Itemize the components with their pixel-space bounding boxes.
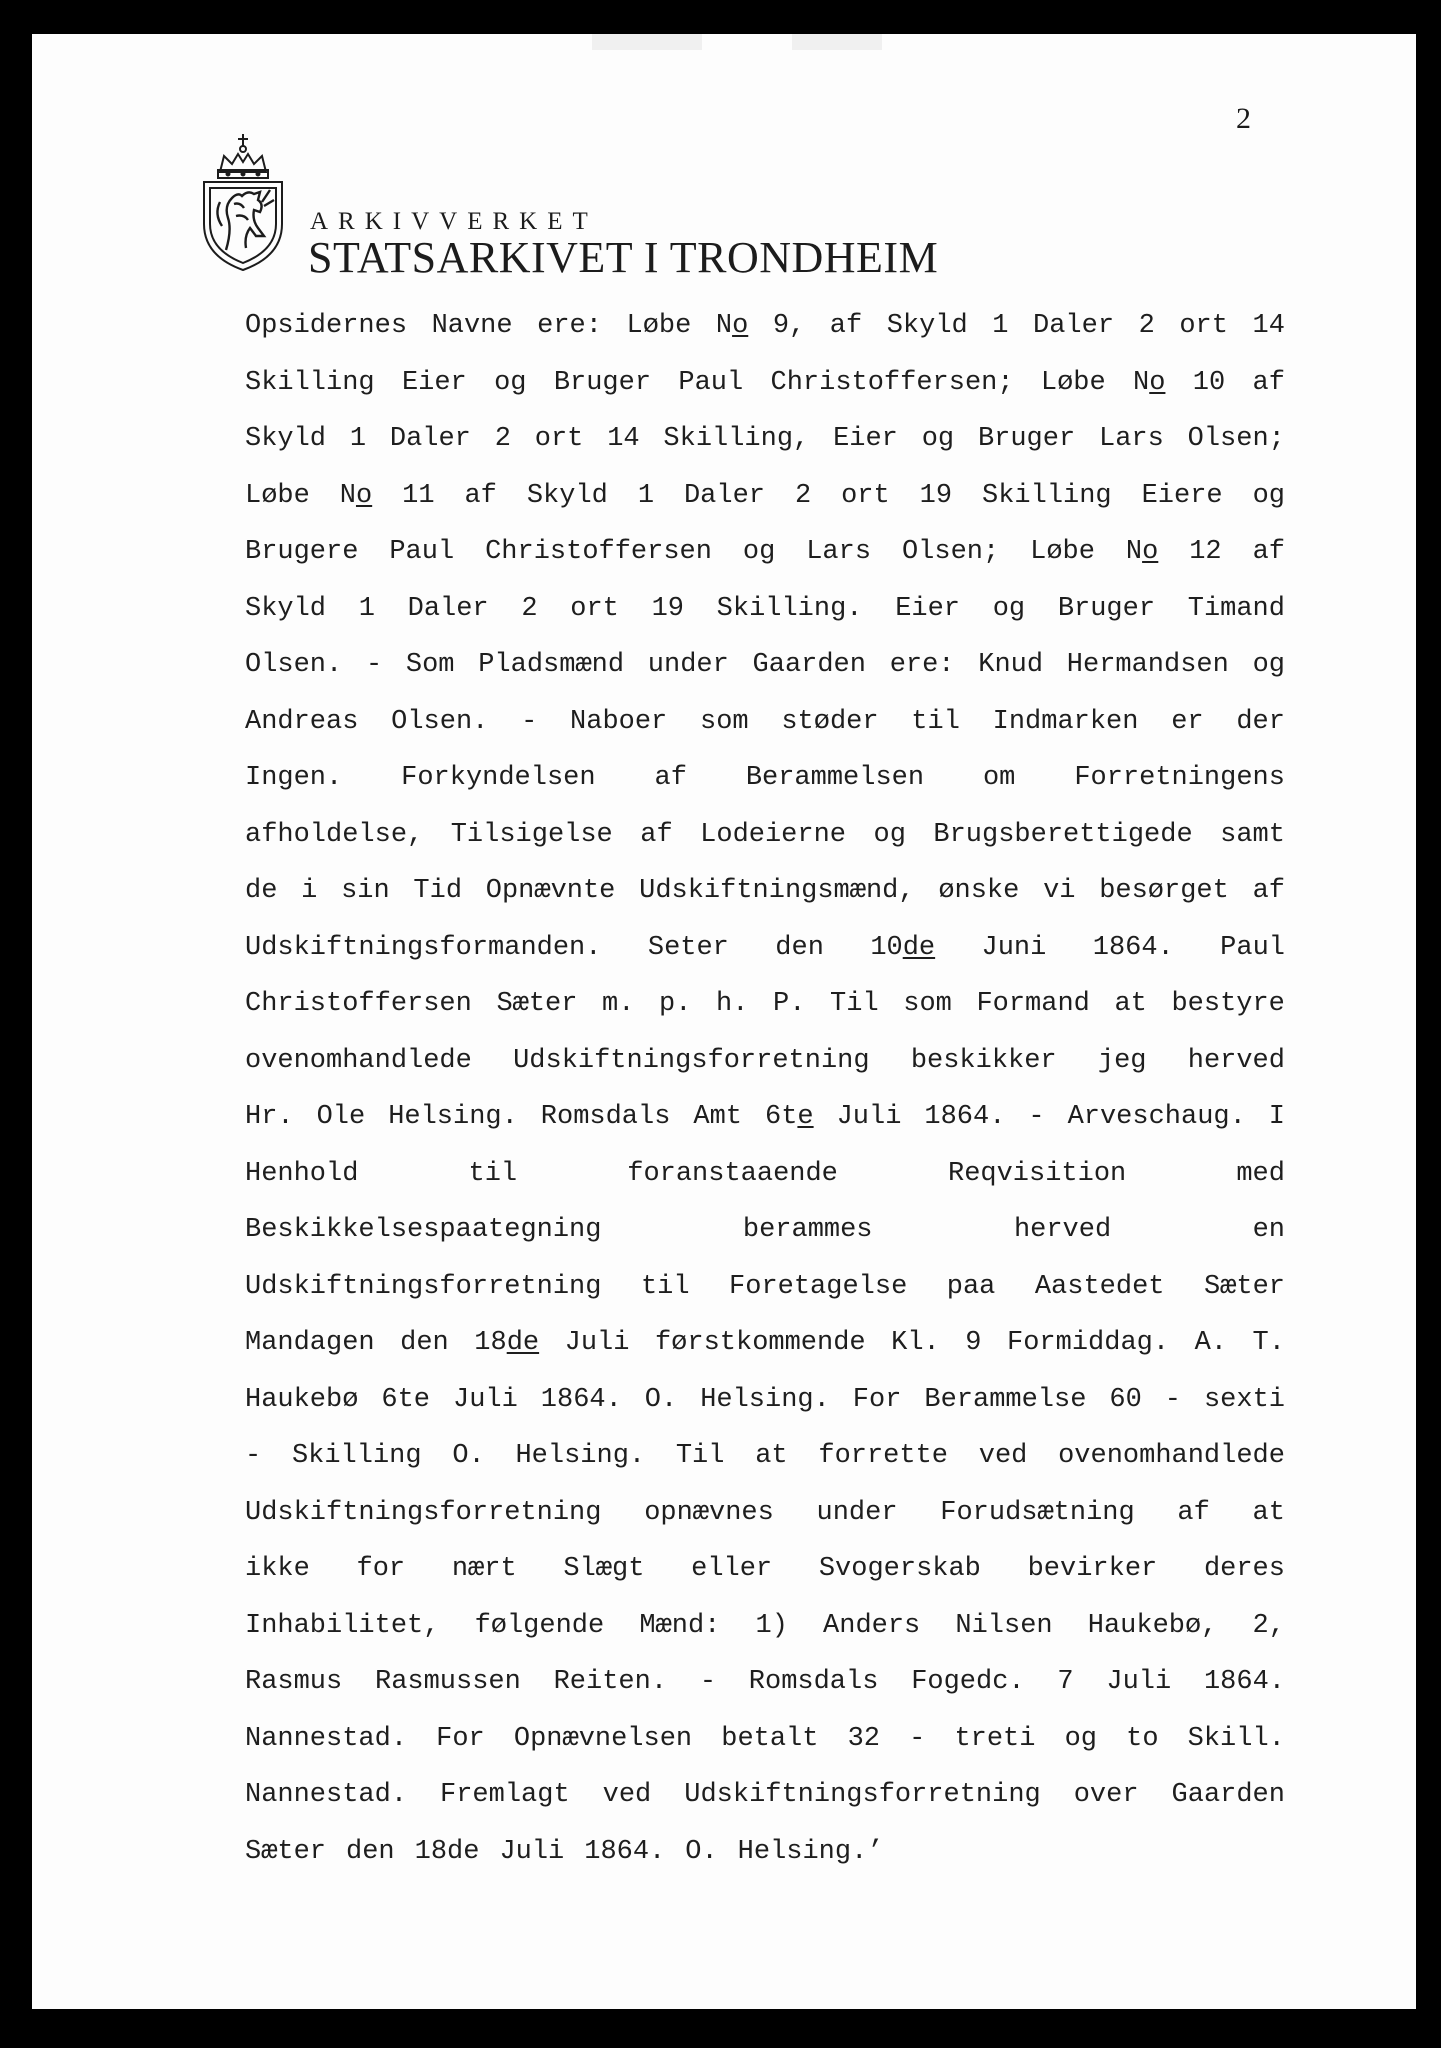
word: Ole (316, 1102, 366, 1132)
word: Opnævnelsen (513, 1723, 693, 1754)
text-line (245, 1428, 1285, 1485)
word: O. (685, 1836, 718, 1867)
text-line (245, 807, 1285, 864)
archive-name-line-2: STATSARKIVET I TRONDHEIM (308, 233, 939, 282)
word: Udskiftningsmænd, (639, 876, 915, 906)
word: Skilling (291, 1441, 422, 1471)
word: Sæter (245, 1836, 327, 1867)
word: Nannestad. (245, 1723, 408, 1754)
word: der (1236, 706, 1285, 737)
word: Beskikkelsespaategning (245, 1215, 602, 1245)
word: at (1252, 1497, 1285, 1528)
word: 18de (474, 1328, 540, 1358)
word: af (464, 480, 497, 511)
word: No (1125, 537, 1159, 567)
word: 9 (965, 1328, 982, 1358)
word: 11 (402, 480, 435, 511)
word: - (1164, 1384, 1181, 1415)
word: eller (691, 1554, 773, 1584)
word: besørget (1099, 876, 1229, 906)
word: deres (1203, 1554, 1285, 1584)
text-line (245, 1767, 1285, 1824)
bleed-through-mark (792, 34, 882, 50)
word: Lars (806, 537, 872, 567)
word: Reiten. (553, 1667, 668, 1697)
word: T. (1252, 1328, 1285, 1358)
word: at (755, 1441, 788, 1471)
word: Juli (499, 1836, 565, 1867)
word: 1 (637, 480, 655, 511)
word: P. (773, 989, 806, 1019)
word: af (1252, 537, 1285, 567)
word: under (816, 1497, 898, 1528)
word: Anders (823, 1610, 921, 1641)
word: ort (570, 593, 619, 624)
word: sexti (1203, 1384, 1285, 1415)
word: Lodeierne (700, 819, 846, 850)
word: den (346, 1836, 395, 1867)
word: Sæter (1203, 1271, 1285, 1302)
word: 60 (1109, 1384, 1142, 1415)
word: Indmarken (992, 706, 1139, 737)
word: A. (1194, 1328, 1227, 1358)
word: 32 (847, 1723, 880, 1754)
word: Helsing.’ (737, 1836, 884, 1867)
word: af (829, 311, 863, 341)
word: Juli (836, 1102, 902, 1132)
text-line (245, 1259, 1285, 1316)
word: for (356, 1554, 406, 1584)
word: Skyld (245, 424, 327, 454)
text-line (245, 1824, 1285, 1881)
word: - (365, 650, 383, 680)
text-line (245, 411, 1285, 468)
word: Timand (1187, 593, 1285, 624)
word: Hermandsen (1066, 650, 1229, 680)
word: Eier (401, 367, 467, 398)
word: om (982, 763, 1016, 793)
word: For (852, 1384, 902, 1415)
word: 1 (358, 593, 375, 624)
word: og (1064, 1723, 1097, 1754)
word: herved (1187, 1045, 1285, 1076)
word: med (1236, 1158, 1285, 1189)
text-line (245, 750, 1285, 807)
word: 6te (381, 1384, 431, 1415)
word: den (400, 1328, 449, 1358)
word: ere: (889, 650, 955, 680)
word: Henhold (245, 1158, 359, 1189)
word: Eiere (1141, 480, 1223, 511)
word: Reqvisition (948, 1158, 1127, 1189)
word: 2 (521, 593, 538, 624)
word: Paul (389, 537, 455, 567)
word: Romsdals (540, 1102, 671, 1132)
word: Slægt (563, 1554, 645, 1584)
word: Olsen. (391, 706, 489, 737)
bleed-through-mark (592, 34, 702, 50)
word: O. (644, 1384, 678, 1415)
text-line (245, 1485, 1285, 1542)
word: O. (452, 1441, 485, 1471)
word: Olsen; (1187, 424, 1285, 454)
word: Skilling. (716, 593, 863, 624)
word: - (1028, 1102, 1045, 1132)
word: Haukebø, (1087, 1610, 1218, 1641)
word: i (301, 876, 318, 906)
word: Olsen; (901, 537, 1000, 567)
word: den (775, 932, 824, 963)
word: treti (954, 1723, 1036, 1754)
document-page (32, 34, 1416, 2009)
text-line (245, 1315, 1285, 1372)
word: herved (1013, 1215, 1112, 1245)
word: Gaarden (1171, 1780, 1285, 1810)
word: 7 (1057, 1667, 1074, 1697)
text-line (245, 1654, 1285, 1711)
word: Hr. (245, 1102, 294, 1132)
word: bestyre (1171, 989, 1285, 1019)
word: Christoffersen; (770, 367, 1014, 398)
word: Helsing. (388, 1102, 518, 1132)
text-line (245, 524, 1285, 581)
text-line (245, 1372, 1285, 1429)
word: nært (451, 1554, 517, 1584)
word: - (699, 1667, 717, 1697)
word: Skyld (526, 480, 608, 511)
word: under (647, 650, 729, 680)
word: Udskiftningsforretning (245, 1497, 602, 1528)
word: betalt (721, 1723, 819, 1754)
word: Udskiftningsforretning (684, 1780, 1041, 1810)
word: er (1171, 706, 1204, 737)
word: og (873, 819, 906, 850)
word: af (654, 763, 687, 793)
word: 19 (919, 480, 953, 511)
word: Løbe (1040, 367, 1106, 398)
word: jeg (1097, 1045, 1147, 1076)
word: 2 (1138, 311, 1155, 341)
word: 1864. (540, 1384, 622, 1415)
word: h. (716, 989, 749, 1019)
text-line (245, 1089, 1285, 1146)
text-line (245, 976, 1285, 1033)
word: berammes (742, 1215, 873, 1245)
word: Inhabilitet, (245, 1610, 440, 1641)
word: af (640, 819, 673, 850)
word: Løbe (626, 311, 692, 341)
word: For (436, 1723, 485, 1754)
word: p. (659, 989, 692, 1019)
word: Knud (978, 650, 1044, 680)
word: 14 (1252, 311, 1285, 341)
text-line (245, 1541, 1285, 1598)
word: No (715, 311, 749, 341)
word: paa (946, 1271, 996, 1302)
word: Helsing. (700, 1384, 830, 1415)
word: Ingen. (245, 763, 343, 793)
word: Seter (647, 932, 729, 963)
word: No (1133, 367, 1166, 398)
word: 1 (349, 424, 367, 454)
word: til (911, 706, 960, 737)
coat-of-arms-icon (198, 132, 288, 272)
word: af (1252, 367, 1285, 398)
word: Helsing. (515, 1441, 646, 1471)
word: Eier (833, 424, 898, 454)
text-line (245, 468, 1285, 525)
word: Daler (389, 424, 471, 454)
word: Rasmus (245, 1667, 343, 1697)
word: Foretagelse (729, 1271, 908, 1302)
word: Forretningens (1074, 763, 1285, 793)
word: Juni (981, 932, 1047, 963)
word: Pladsmænd (478, 650, 625, 680)
word: beskikker (910, 1045, 1057, 1076)
word: til (468, 1158, 518, 1189)
word: til (640, 1271, 690, 1302)
word: m. (602, 989, 635, 1019)
word: samt (1220, 819, 1285, 850)
text-line (245, 355, 1285, 412)
word: foranstaaende (627, 1158, 838, 1189)
text-line (245, 1711, 1285, 1768)
word: Brugere (245, 537, 359, 567)
word: 1864. (924, 1102, 1006, 1132)
word: Forkyndelsen (401, 763, 596, 793)
word: ovenomhandlede (1058, 1441, 1285, 1471)
text-line (245, 920, 1285, 977)
word: Opnævnte (485, 876, 616, 906)
word: Til (675, 1441, 725, 1471)
word: som (903, 989, 952, 1019)
word: over (1073, 1780, 1139, 1810)
text-line (245, 863, 1285, 920)
word: Tilsigelse (450, 819, 613, 850)
word: 1864. (1203, 1667, 1285, 1697)
word: Paul (678, 367, 744, 398)
word: Olsen. (245, 650, 343, 680)
text-line (245, 298, 1285, 355)
word: Aastedet (1034, 1271, 1165, 1302)
word: Bruger (553, 367, 652, 398)
text-line (245, 581, 1285, 638)
word: og (1252, 650, 1285, 680)
page-number: 2 (1236, 102, 1251, 135)
word: 6te (765, 1102, 814, 1132)
word: Skill. (1187, 1723, 1285, 1754)
word: - (909, 1723, 926, 1754)
word: Daler (683, 480, 765, 511)
word: 19 (651, 593, 684, 624)
word: Bruger (977, 424, 1076, 454)
word: Tid (413, 876, 463, 906)
word: - (521, 706, 538, 737)
archive-name-line-1: ARKIVVERKET (310, 208, 598, 235)
word: og (742, 537, 776, 567)
word: ort (841, 480, 890, 511)
word: ere: (537, 311, 602, 341)
word: 10de (870, 932, 936, 963)
word: Juli (453, 1384, 518, 1415)
word: forrette (818, 1441, 948, 1471)
text-line (245, 637, 1285, 694)
word: 9, (772, 311, 806, 341)
word: ovenomhandlede (245, 1045, 472, 1076)
word: vi (1043, 876, 1076, 906)
word: førstkommende (654, 1328, 866, 1358)
word: Mandagen (245, 1328, 375, 1358)
word: Haukebø (245, 1384, 359, 1415)
word: ikke (245, 1554, 310, 1584)
word: Skyld (886, 311, 968, 341)
word: Berammelse (924, 1384, 1087, 1415)
word: Juli (1106, 1667, 1172, 1697)
word: Rasmussen (375, 1667, 521, 1697)
word: Christoffersen (245, 989, 472, 1019)
word: 10 (1192, 367, 1226, 398)
word: Navne (431, 311, 513, 341)
word: Daler (1033, 311, 1115, 341)
word: Gaarden (752, 650, 866, 680)
word: afholdelse, (245, 819, 424, 850)
word: og (494, 367, 527, 398)
text-line (245, 1598, 1285, 1655)
word: Christoffersen (485, 537, 712, 567)
word: sin (341, 876, 390, 906)
word: Romsdals (748, 1667, 879, 1697)
word: Nilsen (955, 1610, 1053, 1641)
word: Udskiftningsforretning (245, 1271, 602, 1302)
word: bevirker (1027, 1554, 1158, 1584)
word: Svogerskab (818, 1554, 981, 1584)
text-line (245, 1202, 1285, 1259)
word: Arveschaug. (1067, 1102, 1246, 1132)
word: 14 (607, 424, 640, 454)
word: Naboer (570, 706, 668, 737)
word: Eier (895, 593, 961, 624)
word: en (1252, 1215, 1285, 1245)
word: ort (1179, 311, 1228, 341)
word: Formiddag. (1007, 1328, 1170, 1358)
word: Sæter (496, 989, 578, 1019)
word: Lars (1099, 424, 1164, 454)
word: Skilling (245, 367, 375, 398)
text-line (245, 1146, 1285, 1203)
word: Juli (564, 1328, 630, 1358)
word: 2 (494, 424, 511, 454)
word: ved (602, 1780, 652, 1810)
word: Mænd: (639, 1610, 721, 1641)
word: 2, (1252, 1610, 1285, 1641)
word: to (1126, 1723, 1159, 1754)
word: som (700, 706, 749, 737)
word: - (245, 1441, 262, 1471)
word: Andreas (245, 706, 359, 737)
word: støder (781, 706, 879, 737)
word: Skilling (982, 480, 1112, 511)
word: Berammelsen (745, 763, 925, 793)
word: følgende (474, 1610, 605, 1641)
word: Som (405, 650, 455, 680)
word: Formand (976, 989, 1090, 1019)
word: Løbe (245, 480, 310, 511)
word: Fogedc. (911, 1667, 1025, 1697)
word: 18de (414, 1836, 480, 1867)
word: Brugsberettigede (933, 819, 1193, 850)
word: Fremlagt (440, 1780, 570, 1810)
word: 1864. (584, 1836, 666, 1867)
transcription-text (245, 298, 1285, 1880)
word: og (992, 593, 1026, 624)
word: Skilling, (663, 424, 810, 454)
word: Forudsætning (940, 1497, 1135, 1528)
word: Til (830, 989, 879, 1019)
word: Paul (1220, 932, 1285, 963)
word: 2 (794, 480, 812, 511)
word: Skyld (245, 593, 327, 624)
word: 12 (1189, 537, 1222, 567)
word: Daler (407, 593, 489, 624)
word: Udskiftningsformanden. (245, 932, 602, 963)
word: I (1268, 1102, 1285, 1132)
text-line (245, 694, 1285, 751)
text-line (245, 1033, 1285, 1090)
word: Kl. (891, 1328, 940, 1358)
word: Bruger (1057, 593, 1156, 624)
word: Nannestad. (245, 1780, 408, 1810)
word: Amt (693, 1102, 743, 1132)
word: og (1252, 480, 1285, 511)
word: af (1252, 876, 1285, 906)
word: de (245, 876, 278, 906)
word: ved (978, 1441, 1028, 1471)
word: at (1114, 989, 1147, 1019)
word: Løbe (1030, 537, 1095, 567)
word: 1) (755, 1610, 788, 1641)
word: 1864. (1092, 932, 1174, 963)
word: No (339, 480, 373, 511)
word: af (1177, 1497, 1210, 1528)
word: og (921, 424, 955, 454)
word: Opsidernes (245, 311, 408, 341)
word: Udskiftningsforretning (513, 1045, 870, 1076)
word: 1 (992, 311, 1009, 341)
word: ønske (938, 876, 1020, 906)
word: ort (534, 424, 584, 454)
word: opnævnes (644, 1497, 774, 1528)
